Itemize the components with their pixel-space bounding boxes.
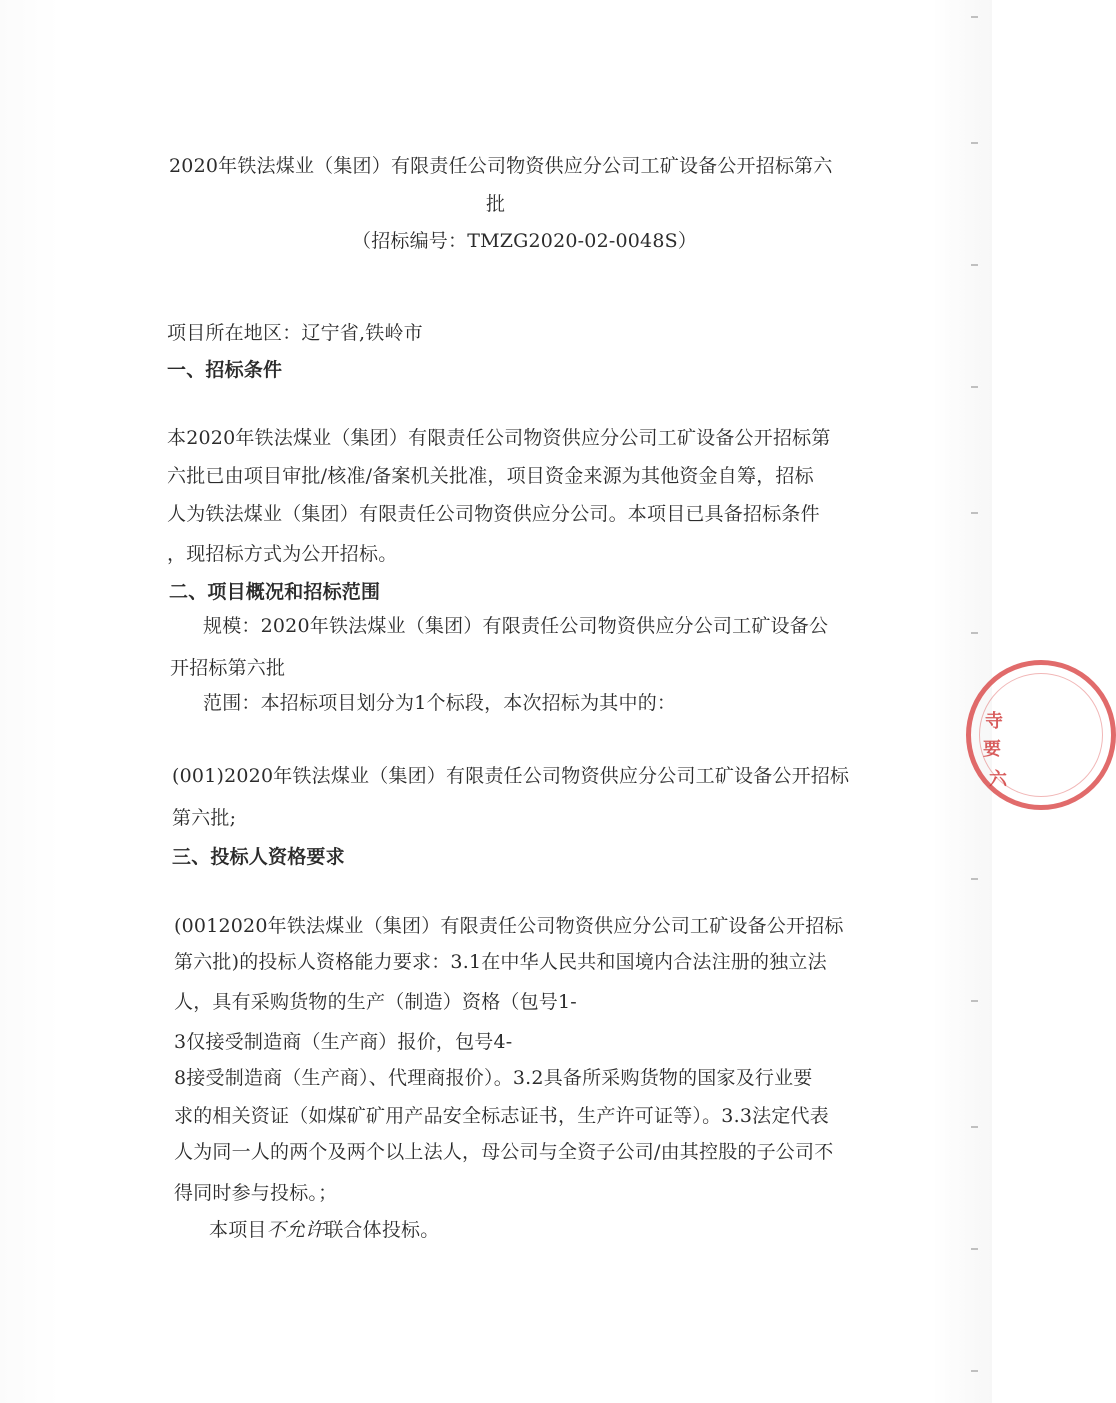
- bidder-qualification-line: 第六批)的投标人资格能力要求：3.1在中华人民共和国境内合法注册的独立法: [174, 951, 827, 973]
- project-scale-line: 规模：2020年铁法煤业（集团）有限责任公司物资供应分公司工矿设备公: [203, 615, 829, 637]
- bidder-qualification-line: 8接受制造商（生产商）、代理商报价）。3.2具备所采购货物的国家及行业要: [174, 1067, 813, 1089]
- project-region: 项目所在地区：辽宁省,铁岭市: [167, 322, 423, 344]
- bidder-qualification-line: (0012020年铁法煤业（集团）有限责任公司物资供应分公司工矿设备公开招标: [174, 915, 844, 937]
- seal-character: 要: [983, 739, 1001, 760]
- consortium-emphasis: 不允许: [266, 1219, 325, 1241]
- lot-description-line: (001)2020年铁法煤业（集团）有限责任公司物资供应分公司工矿设备公开招标: [172, 765, 850, 787]
- scan-edge-mark: [971, 386, 978, 388]
- scan-edge-mark: [971, 1126, 978, 1128]
- scan-edge-mark: [971, 878, 978, 880]
- bidder-qualification-line: 人，具有采购货物的生产（制造）资格（包号1-: [174, 991, 577, 1013]
- bidder-qualification-line: 求的相关资证（如煤矿矿用产品安全标志证书，生产许可证等）。3.3法定代表: [174, 1105, 829, 1127]
- consortium-prefix: 本项目: [209, 1219, 267, 1241]
- project-scale-line: 开招标第六批: [170, 657, 286, 679]
- lot-description-line: 第六批;: [172, 807, 237, 829]
- section-heading-project-overview: 二、项目概况和招标范围: [169, 581, 381, 603]
- scan-edge-mark: [971, 16, 978, 18]
- seal-character: 六: [989, 769, 1007, 790]
- bidder-qualification-line: 得同时参与投标。；: [174, 1182, 338, 1204]
- section-heading-tender-conditions: 一、招标条件: [167, 359, 283, 381]
- document-title-line1: 2020年铁法煤业（集团）有限责任公司物资供应分公司工矿设备公开招标第六: [169, 155, 833, 177]
- scan-edge-mark: [971, 1248, 978, 1250]
- tender-number: （招标编号：TMZG2020-02-0048S）: [352, 230, 698, 252]
- tender-conditions-line: 人为铁法煤业（集团）有限责任公司物资供应分公司。本项目已具备招标条件: [167, 503, 820, 525]
- bidder-qualification-line: 3仅接受制造商（生产商）报价，包号4-: [174, 1031, 513, 1053]
- company-seal-stamp: [966, 660, 1116, 810]
- document-title-line2: 批: [486, 193, 506, 215]
- tender-conditions-line: 本2020年铁法煤业（集团）有限责任公司物资供应分公司工矿设备公开招标第: [167, 427, 831, 449]
- consortium-statement: [209, 1218, 439, 1242]
- scan-edge-mark: [971, 632, 978, 634]
- project-scope-line: 范围：本招标项目划分为1个标段，本次招标为其中的：: [203, 692, 677, 714]
- bidder-qualification-line: 人为同一人的两个及两个以上法人，母公司与全资子公司/由其控股的子公司不: [174, 1141, 834, 1163]
- scan-edge-mark: [971, 142, 978, 144]
- scan-edge-mark: [971, 264, 978, 266]
- scan-edge-mark: [971, 1000, 978, 1002]
- tender-conditions-line: ，现招标方式为公开招标。: [167, 543, 398, 565]
- tender-conditions-line: 六批已由项目审批/核准/备案机关批准，项目资金来源为其他资金自筹，招标: [167, 465, 814, 487]
- consortium-suffix: 联合体投标。: [324, 1219, 440, 1241]
- scan-edge-mark: [971, 1370, 978, 1372]
- section-heading-bidder-qualifications: 三、投标人资格要求: [172, 846, 345, 868]
- seal-character: 寺: [985, 711, 1003, 732]
- scan-edge-mark: [971, 512, 978, 514]
